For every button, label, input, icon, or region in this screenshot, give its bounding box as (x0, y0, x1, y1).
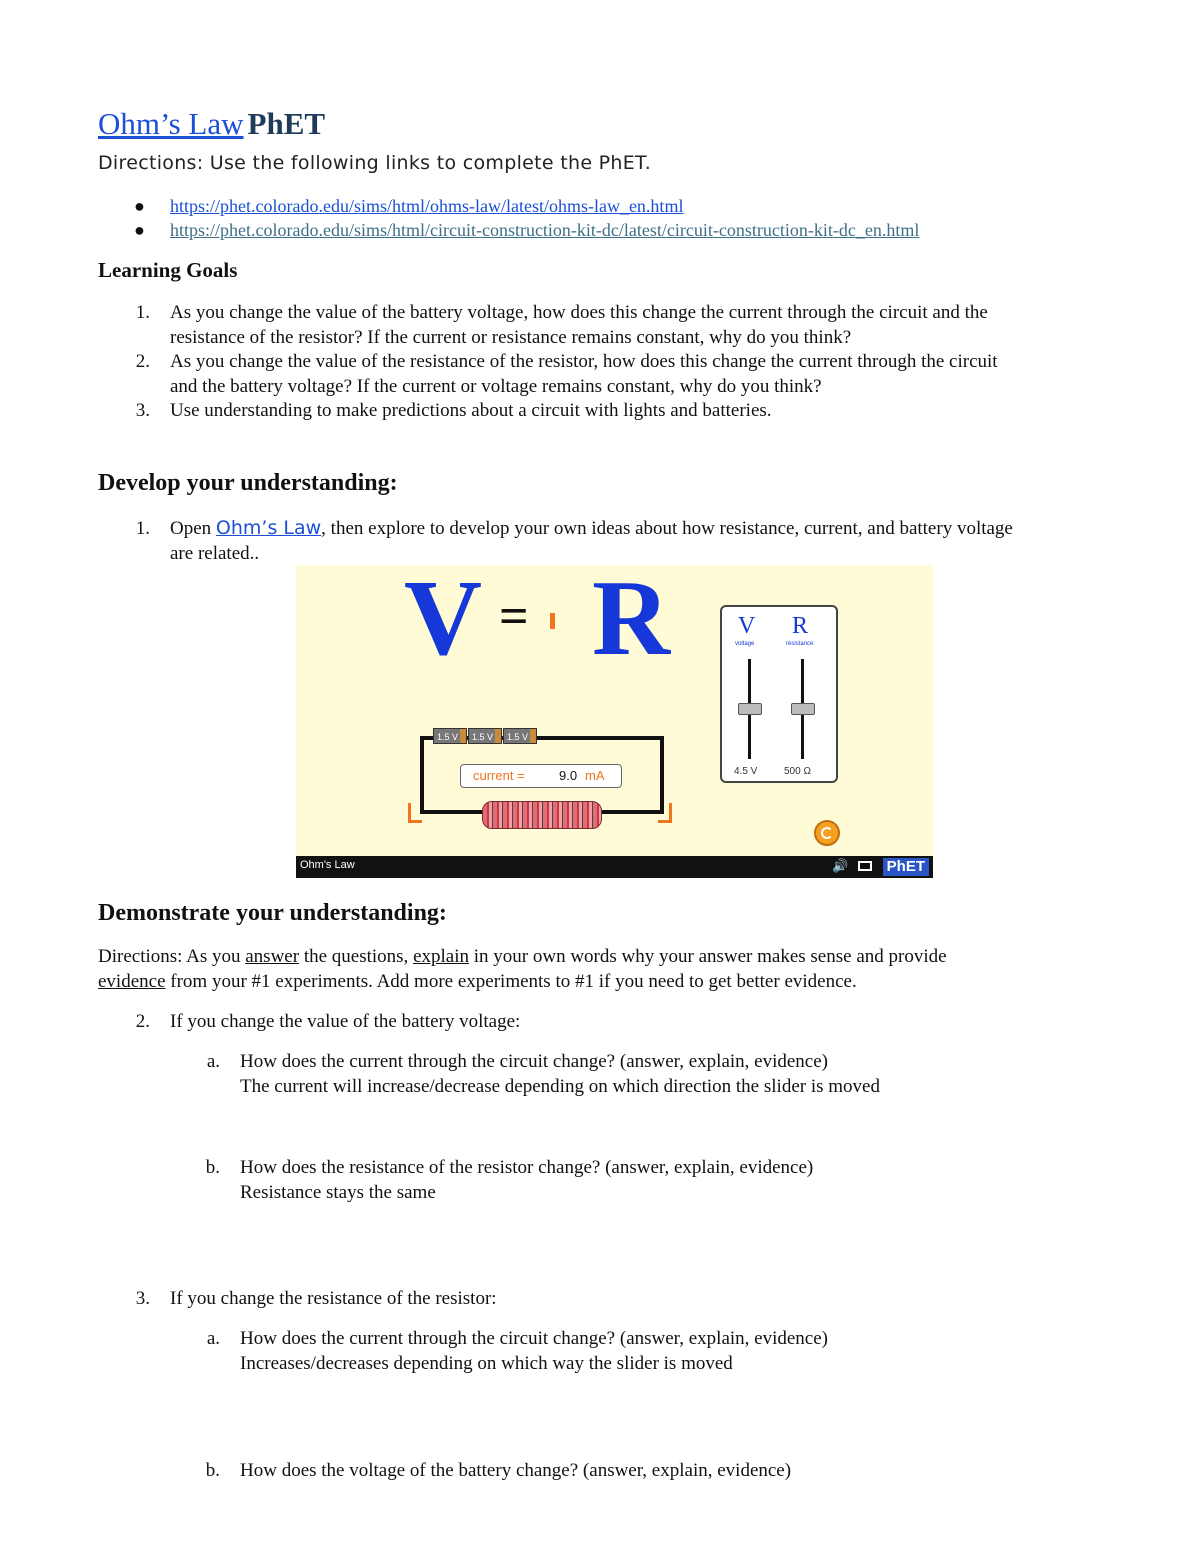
question-3 (120, 1286, 497, 1311)
page-title (98, 106, 325, 142)
develop-item-num: 1. (135, 518, 150, 539)
battery-cell-3: 1.5 V (503, 728, 537, 744)
phet-circuit-kit-link[interactable]: https://phet.colorado.edu/sims/html/circuit-construction-kit-dc/latest/circuit-construction-kit-dc_en.html (170, 220, 920, 240)
current-unit: mA (585, 768, 605, 783)
question-2 (120, 1009, 521, 1034)
q2a-answer[interactable]: The current will increase/decrease depending on which direction the slider is moved (240, 1076, 880, 1097)
directions-text: Directions: Use the following links to complete the PhET. (98, 152, 652, 174)
question-3a (190, 1326, 828, 1374)
develop-line-1-rest: , then explore to develop your own ideas about how resistance, current, and battery voltage (321, 518, 1013, 539)
dir-answer-word: answer (245, 946, 300, 967)
ohms-law-sim-link[interactable]: Ohm’s Law (215, 517, 322, 539)
goal-1-num: 1. (135, 302, 150, 323)
q2-text: If you change the value of the battery voltage: (170, 1011, 521, 1032)
goal-2-num: 2. (135, 351, 150, 372)
dir-evidence-word: evidence (98, 971, 166, 992)
q3a-answer[interactable]: Increases/decreases depending on which way the slider is moved (240, 1353, 733, 1374)
q2b-question: How does the resistance of the resistor change? (answer, explain, evidence) (240, 1157, 814, 1178)
develop-heading: Develop your understanding: (98, 470, 398, 496)
goal-2-line-1: As you change the value of the resistance of the resistor, how does this change the current through the circuit (170, 351, 998, 372)
sim-r-letter: R (592, 565, 670, 678)
panel-r-sub: resistance (786, 641, 814, 647)
develop-open-word: Open (170, 518, 212, 539)
demonstrate-heading: Demonstrate your understanding: (98, 900, 447, 926)
sim-equals: = (499, 588, 529, 645)
dir-part-a: Directions: As you (98, 946, 241, 967)
goal-1-line-2: resistance of the resistor? If the current or resistance remains constant, why do you think? (170, 327, 852, 348)
current-readout (460, 764, 622, 788)
resistor (482, 801, 602, 829)
link-row-2 (134, 220, 919, 241)
q2a-num: a. (206, 1051, 220, 1072)
title-rest: PhET (247, 106, 326, 141)
phet-logo[interactable]: PhET (883, 858, 929, 876)
reset-icon[interactable] (814, 820, 840, 846)
panel-v-sub: voltage (735, 641, 755, 647)
keyboard-icon[interactable] (858, 861, 872, 871)
voltage-slider-thumb[interactable] (738, 703, 762, 715)
dir-explain-word: explain (413, 946, 469, 967)
dir-part-c: in your own words why your answer makes sense and provide (473, 946, 947, 967)
goal-2 (120, 349, 998, 397)
goal-3-num: 3. (135, 400, 150, 421)
q3b-num: b. (205, 1460, 220, 1481)
battery-cell-1: 1.5 V (433, 728, 467, 744)
slider-panel (720, 605, 838, 783)
goal-1-line-1: As you change the value of the battery voltage, how does this change the current through the circuit and the (170, 302, 988, 323)
learning-goals-heading: Learning Goals (98, 258, 238, 282)
q3a-num: a. (206, 1328, 220, 1349)
sim-footer-bar (296, 856, 933, 878)
phet-ohms-law-link[interactable]: https://phet.colorado.edu/sims/html/ohms-law/latest/ohms-law_en.html (170, 196, 684, 216)
link-row-1 (134, 196, 683, 217)
current-arrow-left-icon (408, 803, 422, 823)
current-label: current = (473, 768, 525, 783)
q3b-question: How does the voltage of the battery change? (answer, explain, evidence) (240, 1460, 792, 1481)
sim-v-letter: V (404, 565, 482, 678)
question-3b (190, 1458, 792, 1483)
title-link[interactable]: Ohm’s Law (98, 106, 244, 141)
bullet-icon: ● (134, 196, 145, 216)
panel-v-label: V (738, 613, 756, 639)
q2b-num: b. (205, 1157, 220, 1178)
current-value: 9.0 (559, 768, 578, 783)
goal-3 (120, 398, 772, 423)
demonstrate-directions-line-2 (98, 969, 857, 994)
dir-line-2-rest: from your #1 experiments. Add more experiments to #1 if you need to get better evidence. (170, 971, 857, 992)
develop-line-1 (170, 516, 1013, 541)
q3-num: 3. (135, 1288, 150, 1309)
ohms-law-sim-screenshot[interactable] (296, 565, 933, 878)
resistance-value: 500 Ω (784, 766, 811, 777)
goal-2-line-2: and the battery voltage? If the current or voltage remains constant, why do you think? (170, 376, 822, 397)
panel-r-label: R (792, 613, 809, 639)
sim-i-letter (550, 613, 555, 629)
q2-num: 2. (135, 1011, 150, 1032)
demonstrate-directions-line-1 (98, 944, 947, 969)
develop-item-1 (120, 516, 1013, 564)
sim-footer-title: Ohm's Law (300, 859, 355, 871)
current-arrow-right-icon (658, 803, 672, 823)
sound-icon[interactable]: 🔊 (832, 858, 849, 873)
q3a-question: How does the current through the circuit change? (answer, explain, evidence) (240, 1328, 828, 1349)
question-2b (190, 1155, 814, 1203)
q2a-question: How does the current through the circuit change? (answer, explain, evidence) (240, 1051, 828, 1072)
q2b-answer[interactable]: Resistance stays the same (240, 1182, 436, 1203)
develop-line-2: are related.. (170, 543, 260, 564)
bullet-icon: ● (134, 220, 145, 240)
resistance-slider-thumb[interactable] (791, 703, 815, 715)
question-2a (190, 1049, 880, 1097)
goal-1 (120, 300, 988, 348)
dir-part-b: the questions, (303, 946, 409, 967)
voltage-value: 4.5 V (734, 766, 758, 777)
goal-3-line-1: Use understanding to make predictions about a circuit with lights and batteries. (170, 400, 772, 421)
q3-text: If you change the resistance of the resistor: (170, 1288, 497, 1309)
battery-cell-2: 1.5 V (468, 728, 502, 744)
